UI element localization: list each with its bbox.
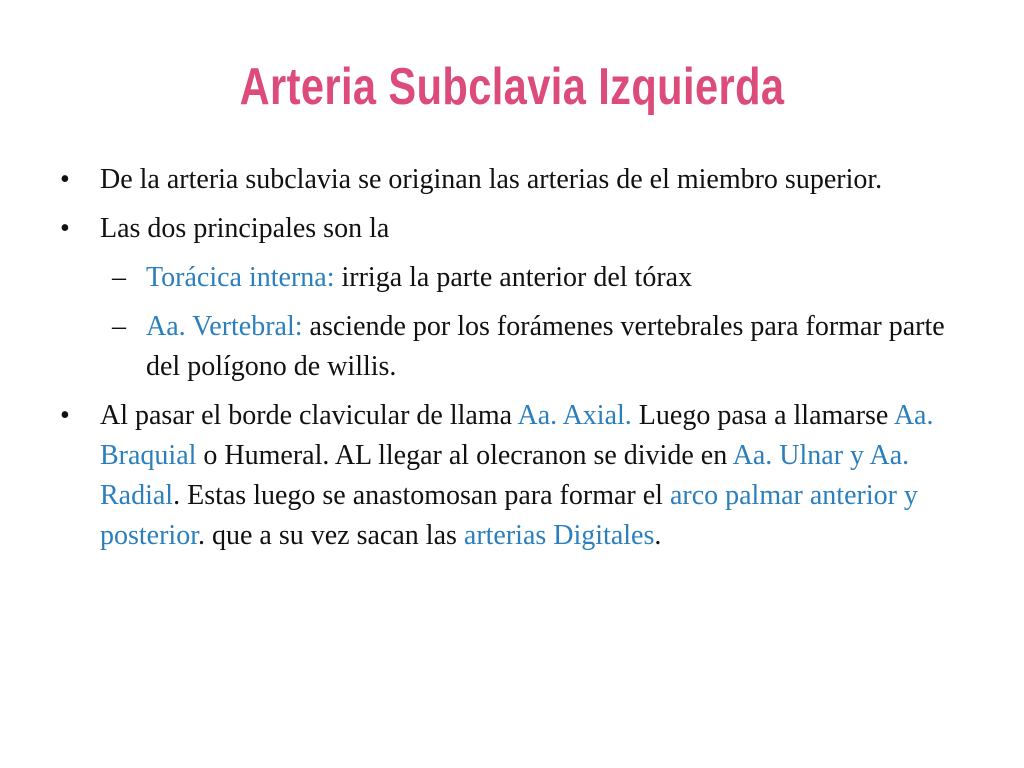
text-fragment: o Humeral. AL llegar al olecranon se divide en xyxy=(196,440,733,471)
dash-icon: – xyxy=(112,311,126,342)
text-fragment: . xyxy=(654,520,662,551)
text-fragment: . que a su vez sacan las xyxy=(198,520,464,551)
text-fragment: Al pasar el borde clavicular de llama xyxy=(100,400,518,431)
bullet-icon: • xyxy=(60,400,70,431)
bullet-icon: • xyxy=(60,213,70,244)
sub-item-text: irriga la parte anterior del tórax xyxy=(334,262,693,293)
bullet-text: Las dos principales son la xyxy=(100,213,390,244)
text-fragment: Luego pasa a llamarse xyxy=(631,400,894,431)
slide-title: Arteria Subclavia Izquierda xyxy=(239,58,785,116)
sub-item-vertebral xyxy=(56,307,976,387)
slide-body xyxy=(56,160,976,565)
bullet-icon: • xyxy=(60,164,70,195)
text-fragment: . Estas luego se anastomosan para formar el xyxy=(173,480,670,511)
term-ulnar-radial: Aa. Ulnar y Aa. Radial xyxy=(100,440,910,511)
term-arco-palmar: arco palmar anterior y posterior xyxy=(100,480,918,551)
bullet-item-origin xyxy=(56,160,976,200)
bullet-item-principales xyxy=(56,209,976,249)
term-digitales: arterias Digitales xyxy=(463,520,655,551)
term-axial: Aa. Axial. xyxy=(517,400,632,431)
bullet-item-recorrido xyxy=(56,396,976,556)
term-toracica-interna: Torácica interna: xyxy=(146,262,335,293)
term-braquial: Aa. Braquial xyxy=(100,400,934,471)
bullet-text: De la arteria subclavia se originan las arterias de el miembro superior. xyxy=(100,164,883,195)
sub-item-toracica-interna xyxy=(56,258,976,298)
sub-item-text: asciende por los forámenes vertebrales para formar parte del polígono de willis. xyxy=(146,311,945,382)
term-vertebral: Aa. Vertebral: xyxy=(146,311,303,342)
dash-icon: – xyxy=(112,262,126,293)
